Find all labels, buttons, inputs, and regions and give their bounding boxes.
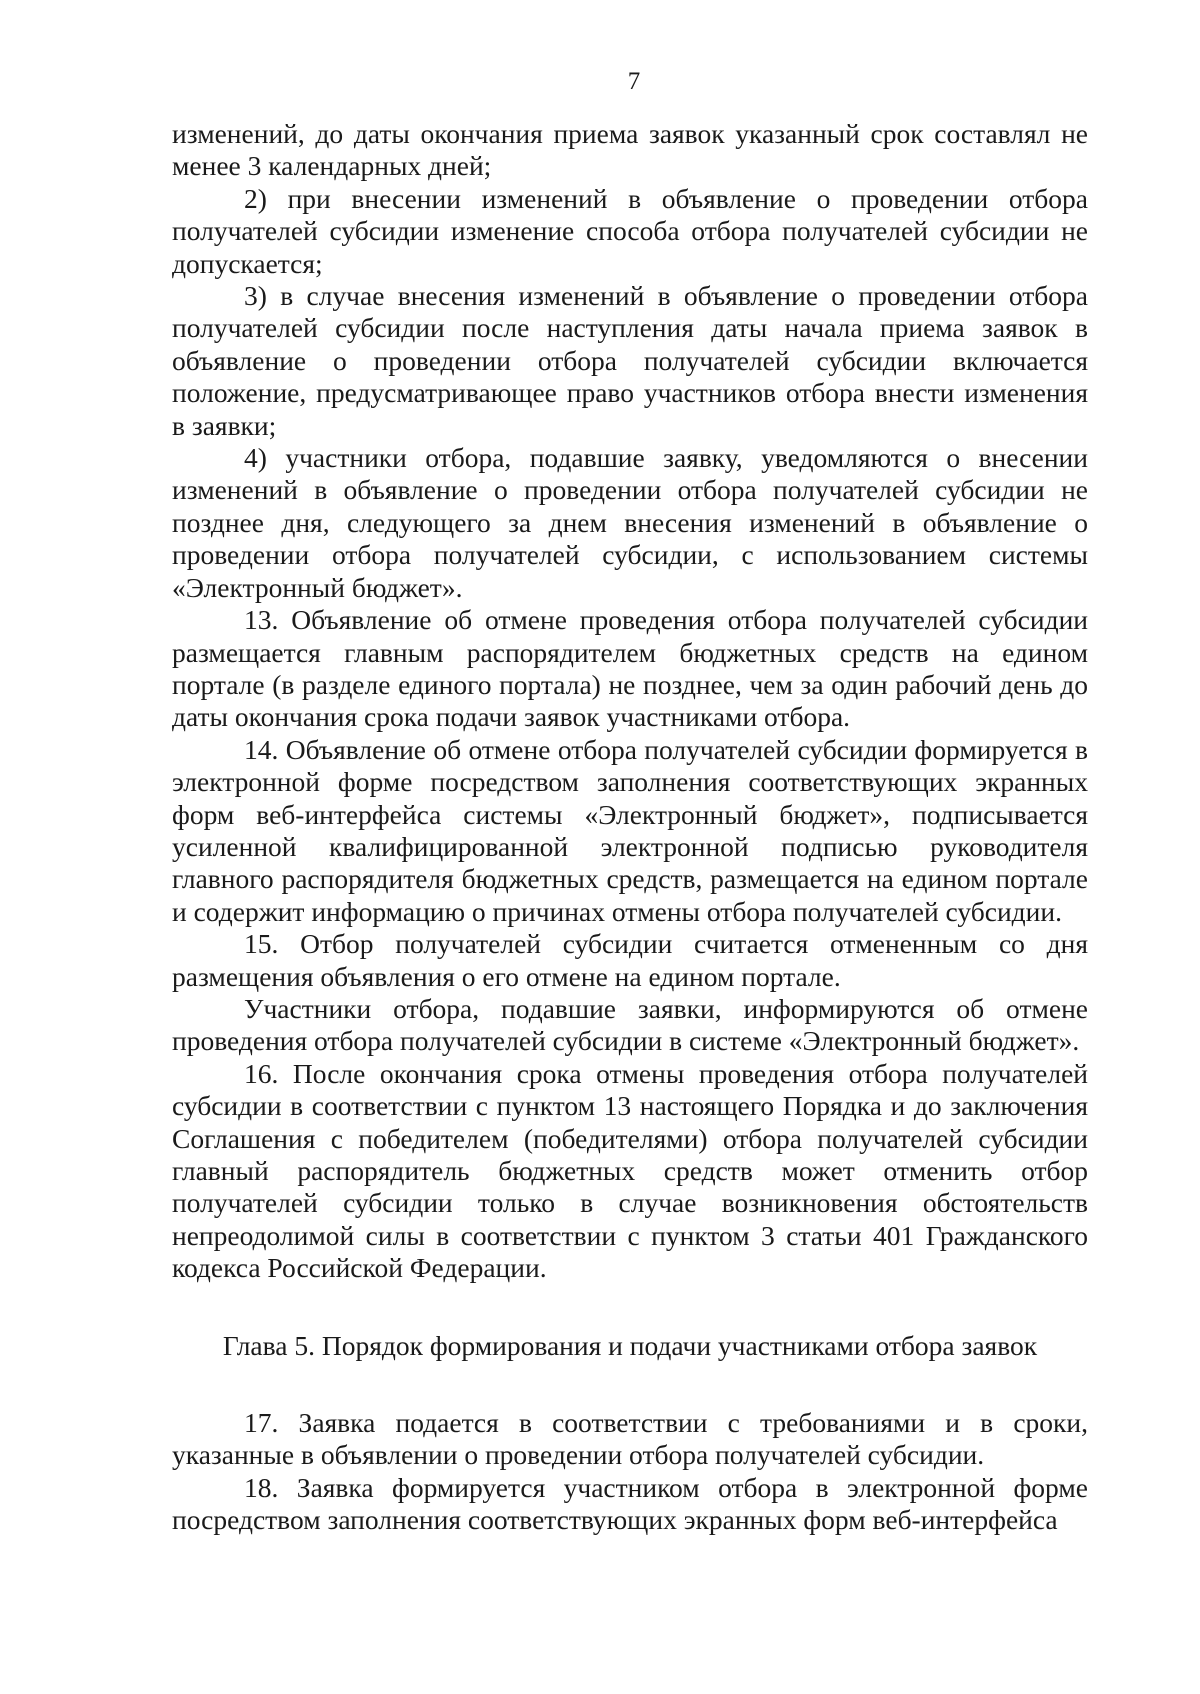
paragraph-continuation: изменений, до даты окончания приема заявок указанный срок составлял не менее 3 календарных дней; (172, 118, 1088, 182)
paragraph-15: 15. Отбор получателей субсидии считается отмененным со дня размещения объявления о его отмене на едином портале. (172, 928, 1088, 992)
paragraph-14: 14. Объявление об отмене отбора получателей субсидии формируется в электронной форме посредством заполнения соответствующих экранных форм веб-интерфейса системы «Электронный бюджет», подписывается усиленной квалифицированной электронной подписью руководителя главного распорядителя бюджетных средств, размещается на едином портале и содержит информацию о причинах отмены отбора получателей субсидии. (172, 733, 1088, 927)
paragraph-item-2: 2) при внесении изменений в объявление о проведении отбора получателей субсидии изменение способа отбора получателей субсидии не допускается; (172, 182, 1088, 279)
paragraph-18: 18. Заявка формируется участником отбора в электронной форме посредством заполнения соответствующих экранных форм веб-интерфейса (172, 1471, 1088, 1536)
document-body (172, 118, 1088, 1537)
page-number: 7 (627, 68, 641, 95)
paragraph-13: 13. Объявление об отмене проведения отбора получателей субсидии размещается главным распорядителем бюджетных средств на едином портале (в разделе единого портала) не позднее, чем за один рабочий день до даты окончания срока подачи заявок участниками отбора. (172, 604, 1088, 733)
paragraph-17: 17. Заявка подается в соответствии с требованиями и в сроки, указанные в объявлении о проведении отбора получателей субсидии. (172, 1407, 1088, 1471)
paragraph-item-4: 4) участники отбора, подавшие заявку, уведомляются о внесении изменений в объявление о проведении отбора получателей субсидии не позднее дня, следующего за днем внесения изменений в объявление о проведении отбора получателей субсидии, с использованием системы «Электронный бюджет». (172, 442, 1088, 603)
paragraph-15-participants: Участники отбора, подавшие заявки, информируются об отмене проведения отбора получателей субсидии в системе «Электронный бюджет». (172, 992, 1088, 1057)
paragraph-16: 16. После окончания срока отмены проведения отбора получателей субсидии в соответствии с пунктом 13 настоящего Порядка и до заключения Соглашения с победителем (победителями) отбора получателей субсидии главный распорядитель бюджетных средств может отменить отбор получателей субсидии только в случае возникновения обстоятельств непреодолимой силы в соответствии с пунктом 3 статьи 401 Гражданского кодекса Российской Федерации. (172, 1057, 1088, 1284)
paragraph-item-3: 3) в случае внесения изменений в объявление о проведении отбора получателей субсидии после наступления даты начала приема заявок в объявление о проведении отбора получателей субсидии включается положение, предусматривающее право участников отбора внести изменения в заявки; (172, 280, 1088, 441)
chapter-heading: Глава 5. Порядок формирования и подачи участниками отбора заявок (222, 1329, 1038, 1361)
